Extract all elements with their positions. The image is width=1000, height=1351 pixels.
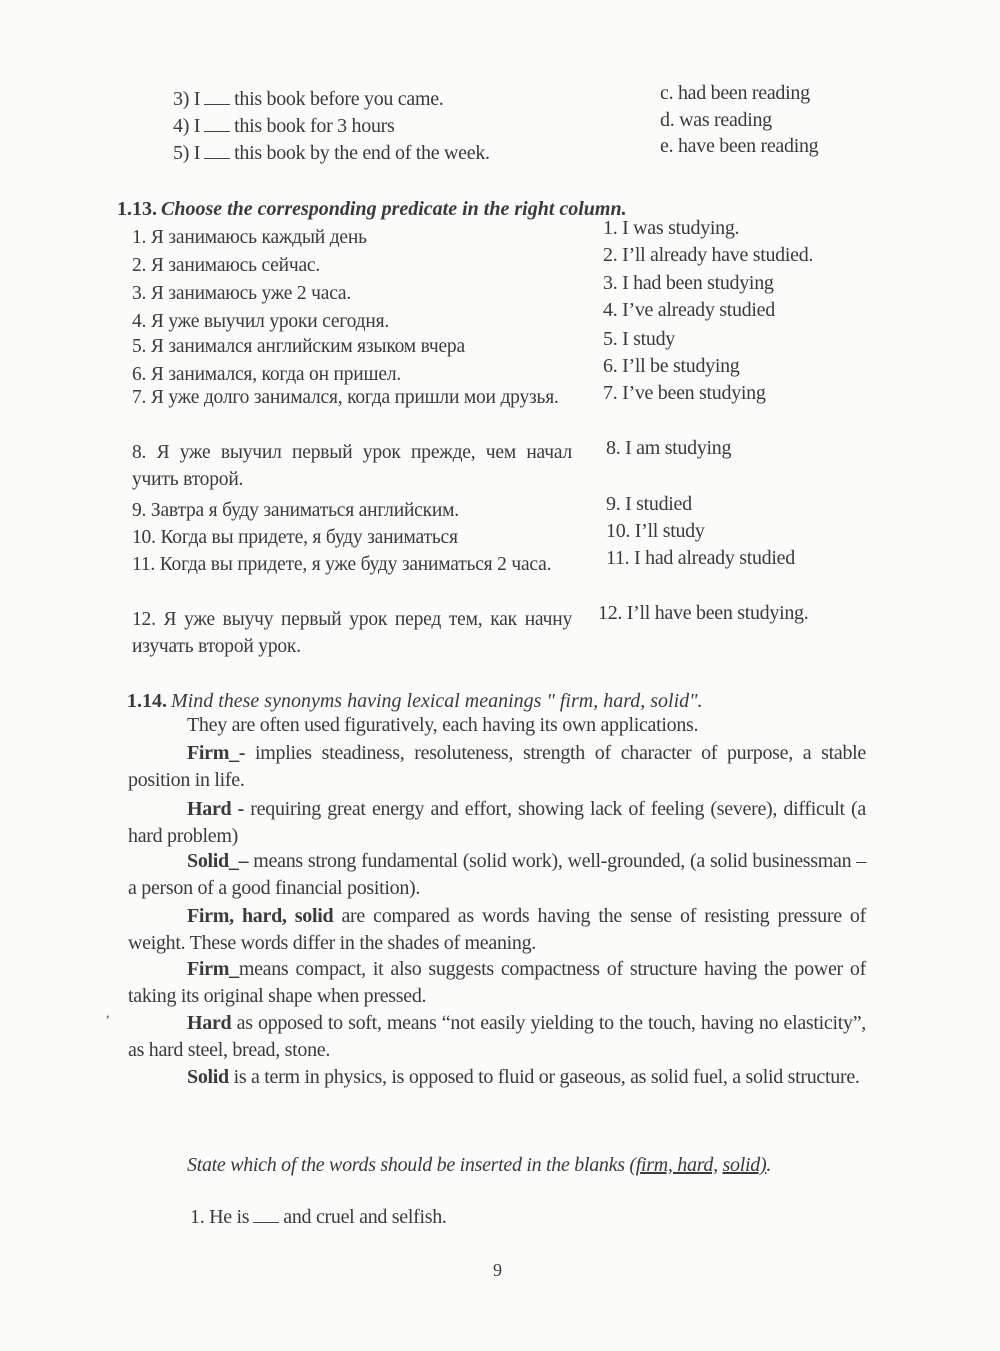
options-underlined: (firm, hard,: [629, 1154, 718, 1176]
exercise-item: 1. He is and cruel and selfish.: [190, 1206, 447, 1228]
options-underlined: solid): [722, 1154, 767, 1176]
english-predicate: 11. I had already studied: [606, 547, 795, 569]
term: Firm, hard, solid: [187, 905, 334, 927]
task-instruction: State which of the words should be inserted in the blanks (firm, hard, solid).: [187, 1154, 772, 1176]
russian-sentence: 7. Я уже долго занимался, когда пришли мои друзья.: [132, 387, 559, 408]
english-predicate: 8. I am studying: [606, 437, 732, 459]
term: Firm_: [187, 958, 239, 980]
top-item-4: 4) I this book for 3 hours: [173, 115, 395, 137]
section-number: 1.13.: [117, 198, 157, 220]
russian-sentence: 5. Я занимался английским языком вчера: [132, 336, 465, 357]
russian-sentence: 1. Я занимаюсь каждый день: [132, 227, 367, 248]
english-predicate: 1. I was studying.: [603, 217, 740, 239]
english-predicate: 7. I’ve been studying: [603, 382, 766, 404]
term: Firm_-: [187, 742, 246, 764]
english-predicate: 10. I’ll study: [606, 520, 705, 542]
section-114-heading: [127, 690, 703, 713]
definition-paragraph: Firm_- implies steadiness, resoluteness, strength of character of purpose, a stable position in life.: [128, 742, 866, 791]
russian-sentence: 8. Я уже выучил первый урок прежде, чем начал учить второй.: [132, 442, 572, 490]
term: Solid_–: [187, 850, 249, 872]
russian-sentence: 11. Когда вы придете, я уже буду заниматься 2 часа.: [132, 554, 552, 575]
section-number: 1.14.: [127, 690, 167, 712]
top-option-c: c. had been reading: [660, 82, 810, 104]
russian-sentence: 6. Я занимался, когда он пришел.: [132, 364, 402, 385]
term: Solid: [187, 1066, 229, 1088]
russian-sentence: 9. Завтра я буду заниматься английским.: [132, 500, 459, 521]
definition-paragraph: Solid_– means strong fundamental (solid work), well-grounded, (a solid businessman – a person of a good financial position).: [128, 850, 866, 899]
russian-sentence: 2. Я занимаюсь сейчас.: [132, 255, 321, 276]
definition-paragraph: Hard - requiring great energy and effort, showing lack of feeling (severe), difficult (a hard problem): [128, 798, 866, 847]
term: Hard -: [187, 798, 245, 820]
top-item-3: 3) I this book before you came.: [173, 88, 444, 110]
english-predicate: 5. I study: [603, 328, 676, 350]
russian-sentence: 4. Я уже выучил уроки сегодня.: [132, 311, 390, 332]
russian-sentence: 3. Я занимаюсь уже 2 часа.: [132, 283, 352, 304]
section-113-heading: [117, 198, 627, 221]
section-title: Choose the corresponding predicate in the right column.: [161, 198, 627, 220]
english-predicate: 9. I studied: [606, 493, 692, 515]
russian-sentence: 12. Я уже выучу первый урок перед тем, как начну изучать второй урок.: [132, 609, 572, 657]
blank: [204, 117, 230, 132]
stray-mark: ,: [106, 1006, 110, 1021]
blank: [204, 90, 230, 105]
english-predicate: 2. I’ll already have studied.: [603, 244, 814, 266]
page-number: 9: [493, 1260, 502, 1280]
top-item-5: 5) I this book by the end of the week.: [173, 142, 490, 164]
definition-paragraph: Hard as opposed to soft, means “not easily yielding to the touch, having no elasticity”, as hard steel, bread, stone.: [128, 1012, 866, 1061]
definition-paragraph: Firm, hard, solid are compared as words having the sense of resisting pressure of weight. These words differ in the shades of meaning.: [128, 905, 866, 954]
term: Hard: [187, 1012, 232, 1034]
english-predicate: 4. I’ve already studied: [603, 299, 775, 321]
blank: [253, 1208, 279, 1223]
top-option-e: e. have been reading: [660, 135, 819, 157]
definition-paragraph: Firm_means compact, it also suggests compactness of structure having the power of taking its original shape when pressed.: [128, 958, 866, 1007]
section-title: Mind these synonyms having lexical meanings " firm, hard, solid".: [171, 690, 703, 712]
top-option-d: d. was reading: [660, 109, 772, 131]
blank: [204, 144, 230, 159]
definition-paragraph: Solid is a term in physics, is opposed to fluid or gaseous, as solid fuel, a solid structure.: [187, 1066, 860, 1088]
russian-sentence: 10. Когда вы придете, я буду заниматься: [132, 527, 458, 548]
section-intro: They are often used figuratively, each having its own applications.: [187, 714, 699, 736]
english-predicate: 12. I’ll have been studying.: [598, 602, 809, 624]
english-predicate: 3. I had been studying: [603, 272, 774, 294]
english-predicate: 6. I’ll be studying: [603, 355, 740, 377]
